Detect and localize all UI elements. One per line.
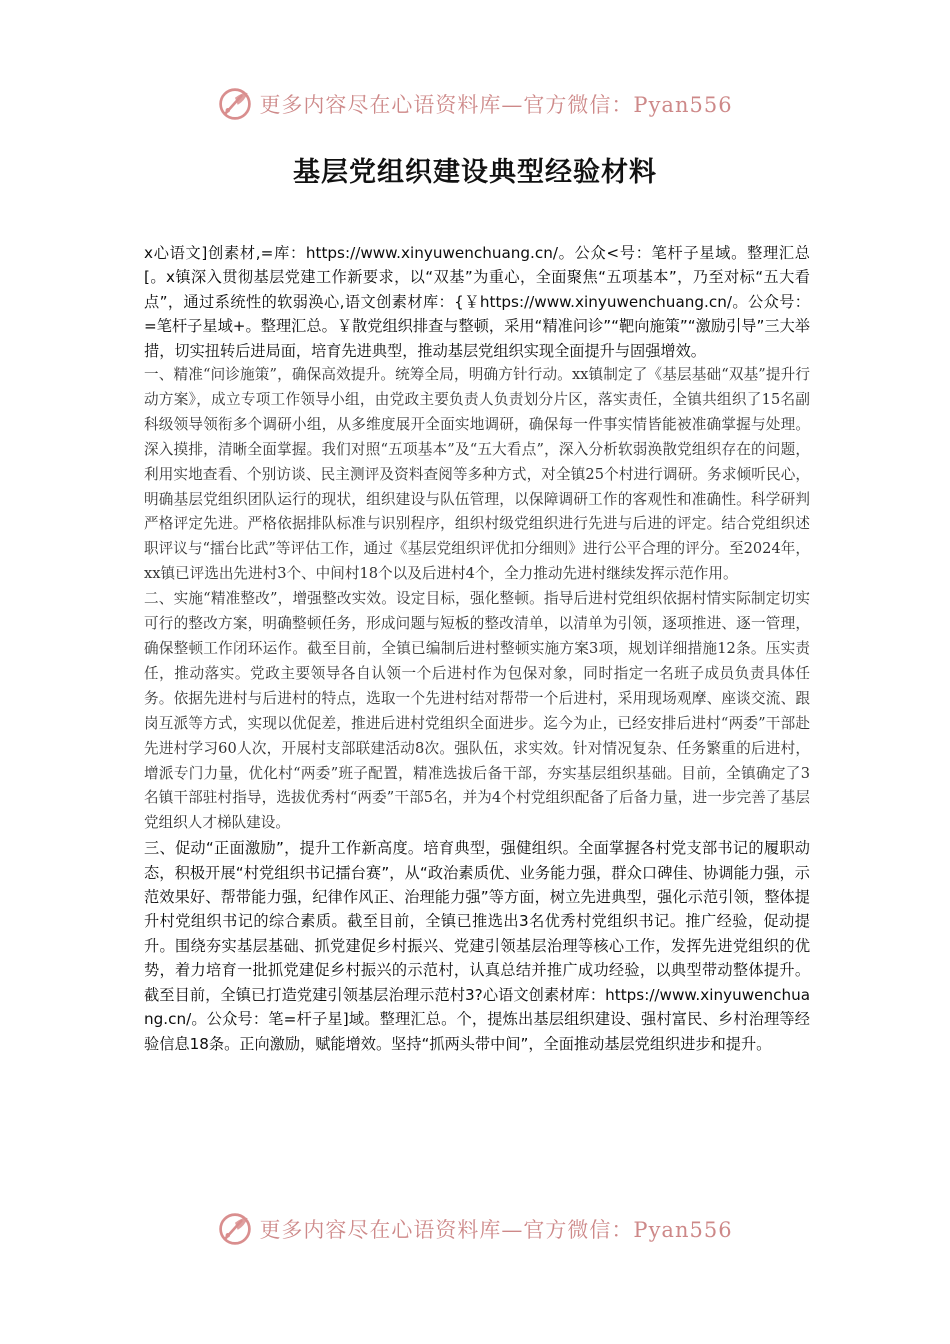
paragraph-section-2: 二、实施“精准整改”，增强整改实效。设定目标，强化整顿。指导后进村党组织依据村情实际制定切实可行的整改方案，明确整顿任务，形成问题与短板的整改清单，以清单为引领，逐项推进、逐一管理，确保整顿工作闭环运作。截至目前，全镇已编制后进村整顿实施方案3项，规划详细措施12条。压实责任，推动落实。党政主要领导各自认领一个后进村作为包保对象，同时指定一名班子成员负责具体任务。依据先进村与后进村的特点，选取一个先进村结对帮带一个后进村，采用现场观摩、座谈交流、跟岗互派等方式，实现以优促差，推进后进村党组织全面进步。迄今为止，已经安排后进村“两委”干部赴先进村学习60人次，开展村支部联建活动8次。强队伍，求实效。针对情况复杂、任务繁重的后进村，增派专门力量，优化村“两委”班子配置，精准选拔后备干部，夯实基层组织基础。目前，全镇确定了3名镇干部驻村指导，选拔优秀村“两委”干部5名，并为4个村党组织配备了后备力量，进一步完善了基层党组织人才梯队建设。 [144,590,810,832]
watermark-text: 更多内容尽在心语资料库—官方微信：Pyan556 [259,1218,733,1242]
paragraph-section-1: 一、精准“问诊施策”，确保高效提升。统筹全局，明确方针行动。xx镇制定了《基层基础“双基”提升行动方案》，成立专项工作领导小组，由党政主要负责人负责划分片区，落实责任，全镇共组织了15名副科级领导领衔多个调研小组，从多维度展开全面实地调研，确保每一件事实情皆能被准确掌握与处理。深入摸排，清晰全面掌握。我们对照“五项基本”及“五大看点”，深入分析软弱涣散党组织存在的问题，利用实地查看、个别访谈、民主测评及资料查阅等多种方式，对全镇25个村进行调研。务求倾听民心，明确基层党组织团队运行的现状，组织建设与队伍管理，以保障调研工作的客观性和准确性。科学研判严格评定先进。严格依据排队标准与识别程序，组织村级党组织进行先进与后进的评定。结合党组织述职评议与“擂台比武”等评估工作，通过《基层党组织评优扣分细则》进行公平合理的评分。至2024年，xx镇已评选出先进村3个、中间村18个以及后进村4个，全力推动先进村继续发挥示范作用。 [144,366,810,583]
document-title: 基层党组织建设典型经验材料 [293,157,657,188]
quill-logo-icon [217,1211,253,1247]
paragraph-section-3: 三、促动“正面激励”，提升工作新高度。培育典型，强健组织。全面掌握各村党支部书记的履职动态，积极开展“村党组织书记擂台赛”，从“政治素质优、业务能力强，群众口碑佳、协调能力强，示范效果好、帮带能力强，纪律作风正、治理能力强”等方面，树立先进典型，强化示范引领，整体提升村党组织书记的综合素质。截至目前，全镇已推选出3名优秀村党组织书记。推广经验，促动提升。围绕夯实基层基础、抓党建促乡村振兴、党建引领基层治理等核心工作，发挥先进党组织的优势，着力培育一批抓党建促乡村振兴的示范村，认真总结并推广成功经验，以典型带动整体提升。截至目前，全镇已打造党建引领基层治理示范村3?心语文创素材库：https://www.xinyuwenchuang.cn/。公众号：笔=杆子星]域。整理汇总。个，提炼出基层组织建设、强村富民、乡村治理等经验信息18条。正向激励，赋能增效。坚持“抓两头带中间”，全面推动基层党组织进步和提升。 [144,839,810,1053]
paragraph-intro: x心语文]创素材,=库：https://www.xinyuwenchuang.cn/。公众<号：笔杆子星域。整理汇总[。x镇深入贯彻基层党建工作新要求，以“双基”为重心，全面聚焦“五项基本”，乃至对标“五大看点”，通过系统性的软弱涣心,语文创素材库：{￥https://www.xinyuwenchuang.cn/。公众号：=笔杆子星域+。整理汇总。￥散党组织排查与整顿，采用“精准问诊”“靶向施策”“激励引导”三大举措，切实扭转后进局面，培育先进典型，推动基层党组织实现全面提升与固强增效。 [144,244,810,360]
watermark-header [0,82,950,126]
quill-logo-icon [217,86,253,122]
document-body [144,241,810,1056]
watermark-footer [0,1207,950,1251]
watermark-text: 更多内容尽在心语资料库—官方微信：Pyan556 [259,93,733,117]
